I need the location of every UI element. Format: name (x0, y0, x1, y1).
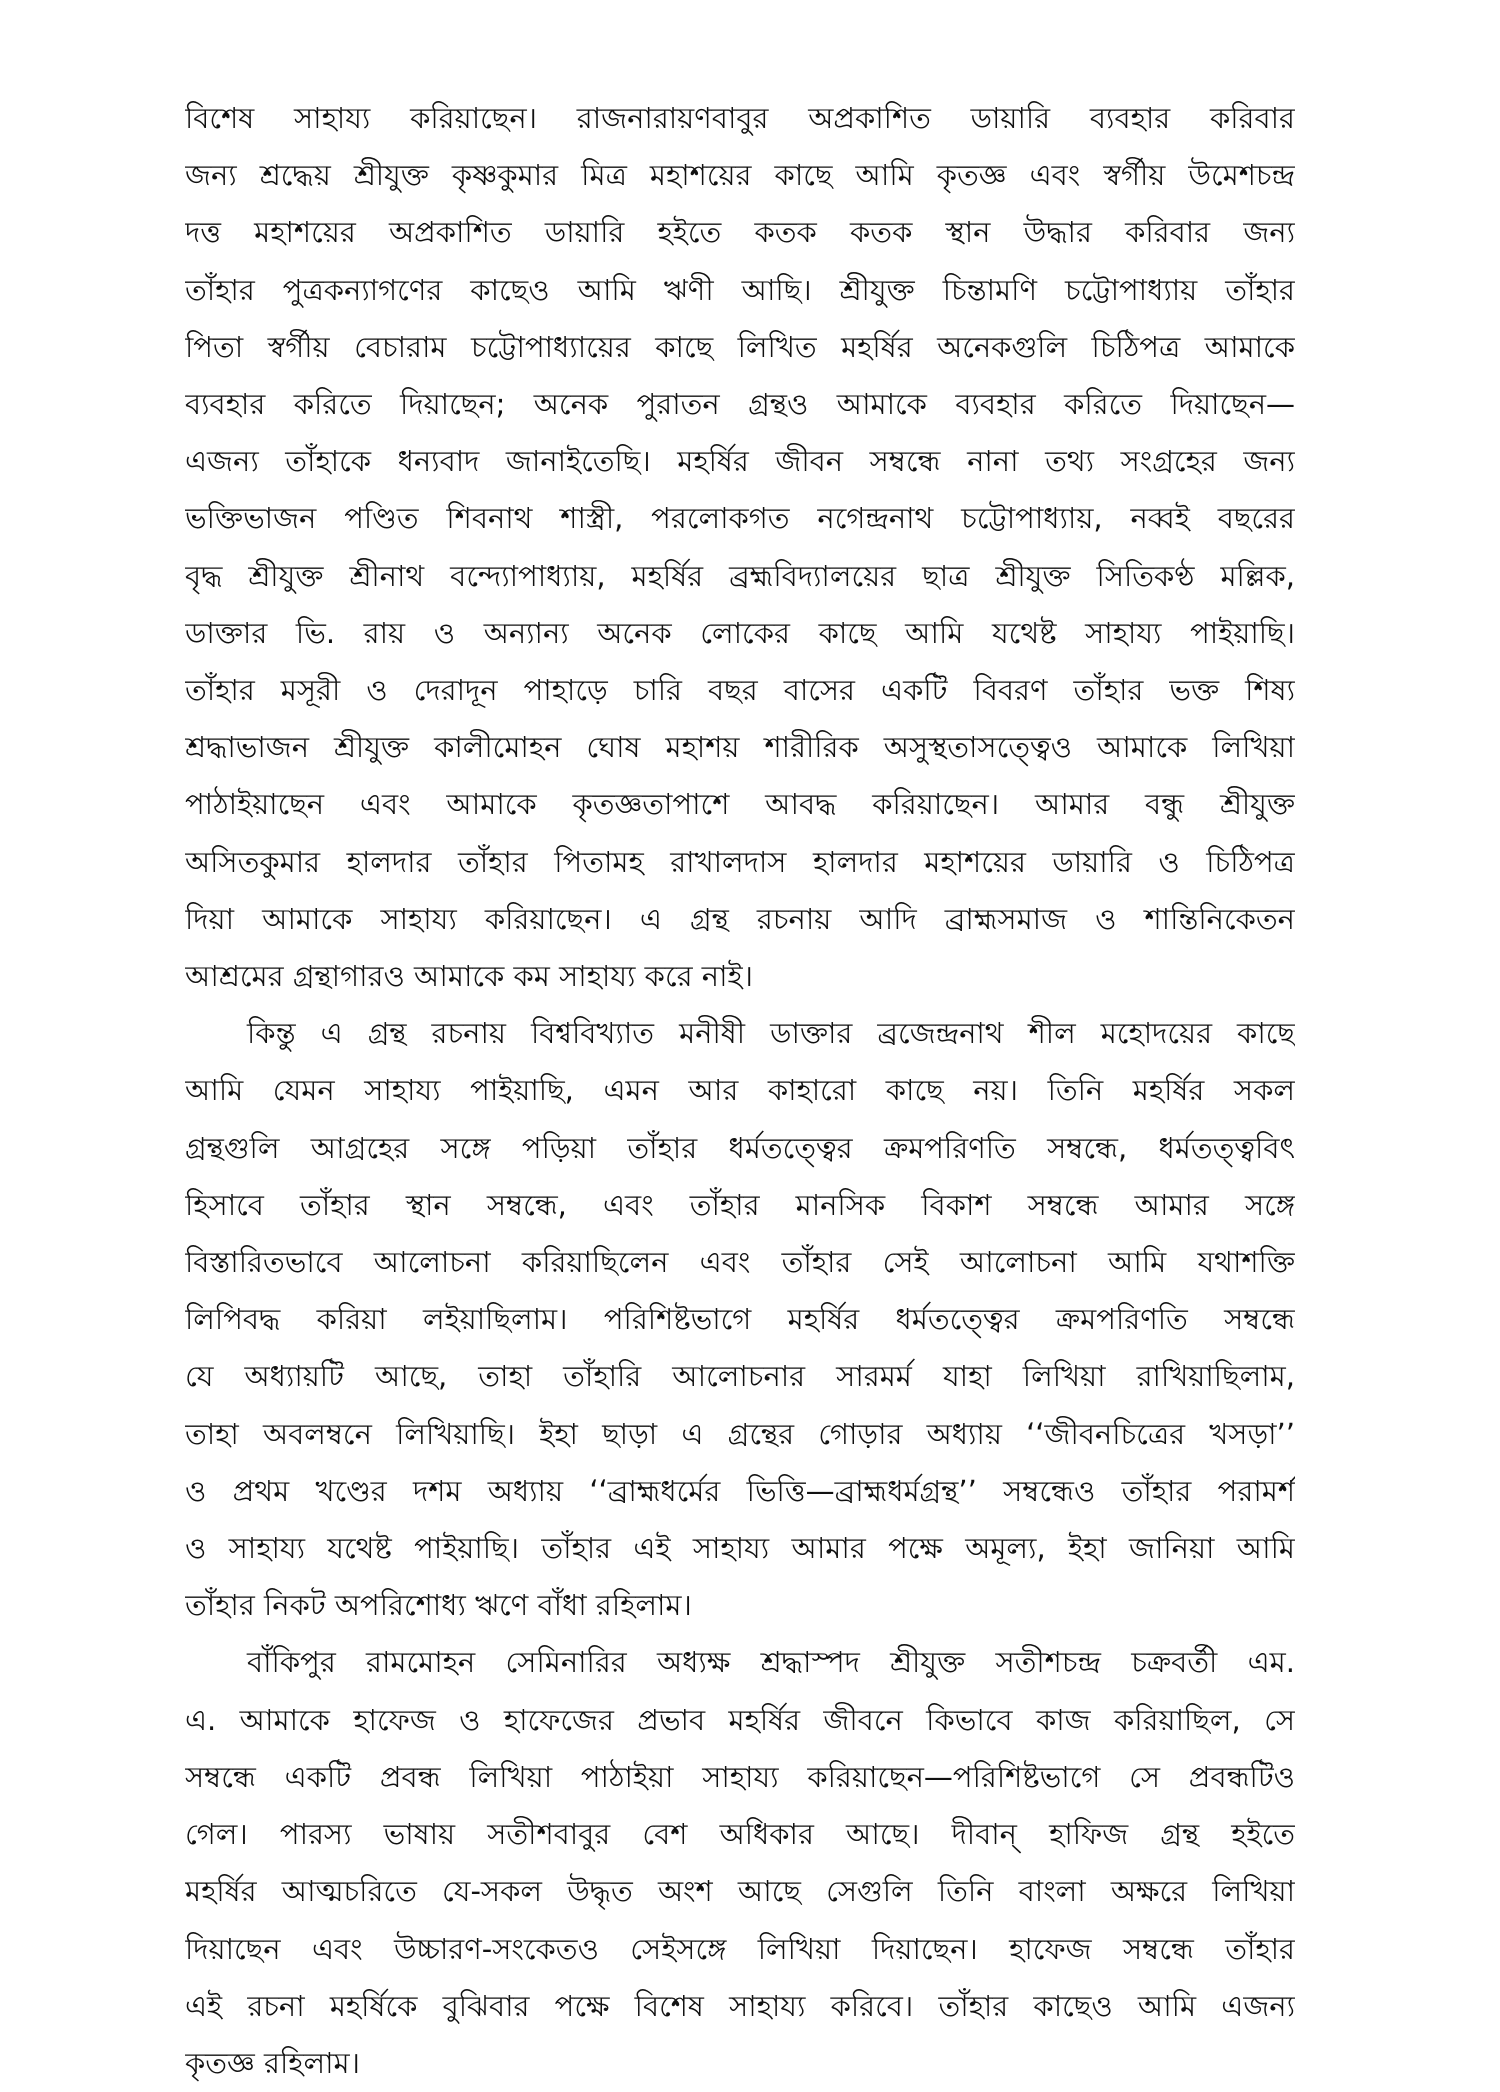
text-line: তাঁহার মসূরী ও দেরাদূন পাহাড়ে চারি বছর বাসের একটি বিবরণ তাঁহার ভক্ত শিষ্য (185, 673, 1295, 708)
paragraph (185, 1005, 1295, 1634)
text-line: তাহা অবলম্বনে লিখিয়াছি। ইহা ছাড়া এ গ্রন্থের গোড়ার অধ্যায় ‘‘জীবনচিত্রের খসড়া’’ (185, 1416, 1295, 1451)
text-line: দত্ত মহাশয়ের অপ্রকাশিত ডায়ারি হইতে কতক কতক স্থান উদ্ধার করিবার জন্য (185, 215, 1295, 250)
text-line: জন্য শ্রদ্ধেয় শ্রীযুক্ত কৃষ্ণকুমার মিত্র মহাশয়ের কাছে আমি কৃতজ্ঞ এবং স্বর্গীয় উমেশচন্দ্র (185, 158, 1295, 193)
text-line: ব্যবহার করিতে দিয়াছেন; অনেক পুরাতন গ্রন্থও আমাকে ব্যবহার করিতে দিয়াছেন— (185, 387, 1295, 422)
text-line: ও প্রথম খণ্ডের দশম অধ্যায় ‘‘ব্রাহ্মধর্মের ভিত্তি—ব্রাহ্মধর্মগ্রন্থ’’ সম্বন্ধেও তাঁহার পরামর্শ (185, 1473, 1295, 1508)
text-line: বিস্তারিতভাবে আলোচনা করিয়াছিলেন এবং তাঁহার সেই আলোচনা আমি যথাশক্তি (185, 1245, 1295, 1280)
text-line: ও সাহায্য যথেষ্ট পাইয়াছি। তাঁহার এই সাহায্য আমার পক্ষে অমূল্য, ইহা জানিয়া আমি (185, 1531, 1295, 1566)
text-line: মহর্ষির আত্মচরিতে যে-সকল উদ্ধৃত অংশ আছে সেগুলি তিনি বাংলা অক্ষরে লিখিয়া (185, 1874, 1295, 1909)
text-line: আমি যেমন সাহায্য পাইয়াছি, এমন আর কাহারো কাছে নয়। তিনি মহর্ষির সকল (185, 1073, 1295, 1108)
text-line: কৃতজ্ঞ রহিলাম। (185, 2045, 360, 2080)
paragraph (185, 90, 1295, 1005)
text-line: ভক্তিভাজন পণ্ডিত শিবনাথ শাস্ত্রী, পরলোকগত নগেন্দ্রনাথ চট্টোপাধ্যায়, নব্বই বছরের (185, 501, 1295, 536)
text-line: তাঁহার পুত্রকন্যাগণের কাছেও আমি ঋণী আছি। শ্রীযুক্ত চিন্তামণি চট্টোপাধ্যায় তাঁহার (185, 272, 1295, 307)
text-line: হিসাবে তাঁহার স্থান সম্বন্ধে, এবং তাঁহার মানসিক বিকাশ সম্বন্ধে আমার সঙ্গে (185, 1187, 1295, 1222)
text-line: এই রচনা মহর্ষিকে বুঝিবার পক্ষে বিশেষ সাহায্য করিবে। তাঁহার কাছেও আমি এজন্য (185, 1988, 1295, 2023)
text-line: গ্রন্থগুলি আগ্রহের সঙ্গে পড়িয়া তাঁহার ধর্মতত্ত্বের ক্রমপরিণতি সম্বন্ধে, ধর্মতত্ত্ববিৎ (185, 1130, 1295, 1165)
text-line: ডাক্তার ভি. রায় ও অন্যান্য অনেক লোকের কাছে আমি যথেষ্ট সাহায্য পাইয়াছি। (185, 615, 1295, 650)
text-line: তাঁহার নিকট অপরিশোধ্য ঋণে বাঁধা রহিলাম। (185, 1588, 692, 1623)
text-line: এ. আমাকে হাফেজ ও হাফেজের প্রভাব মহর্ষির জীবনে কিভাবে কাজ করিয়াছিল, সে (185, 1702, 1295, 1737)
text-line: দিয়াছেন এবং উচ্চারণ-সংকেতও সেইসঙ্গে লিখিয়া দিয়াছেন। হাফেজ সম্বন্ধে তাঁহার (185, 1931, 1295, 1966)
text-line: অসিতকুমার হালদার তাঁহার পিতামহ রাখালদাস হালদার মহাশয়ের ডায়ারি ও চিঠিপত্র (185, 844, 1295, 879)
text-line: কিন্তু এ গ্রন্থ রচনায় বিশ্ববিখ্যাত মনীষী ডাক্তার ব্রজেন্দ্রনাথ শীল মহোদয়ের কাছে (247, 1016, 1295, 1051)
text-line: যে অধ্যায়টি আছে, তাহা তাঁহারি আলোচনার সারমর্ম যাহা লিখিয়া রাখিয়াছিলাম, (185, 1359, 1295, 1394)
text-line: বাঁকিপুর রামমোহন সেমিনারির অধ্যক্ষ শ্রদ্ধাস্পদ শ্রীযুক্ত সতীশচন্দ্র চক্রবর্তী এম. (247, 1645, 1295, 1680)
text-line: পিতা স্বর্গীয় বেচারাম চট্টোপাধ্যায়ের কাছে লিখিত মহর্ষির অনেকগুলি চিঠিপত্র আমাকে (185, 329, 1295, 364)
text-line: গেল। পারস্য ভাষায় সতীশবাবুর বেশ অধিকার আছে। দীবান্ হাফিজ গ্রন্থ হইতে (185, 1817, 1295, 1852)
paragraph (185, 1634, 1295, 2092)
text-line: লিপিবদ্ধ করিয়া লইয়াছিলাম। পরিশিষ্টভাগে মহর্ষির ধর্মতত্ত্বের ক্রমপরিণতি সম্বন্ধে (185, 1302, 1295, 1337)
text-line: এজন্য তাঁহাকে ধন্যবাদ জানাইতেছি। মহর্ষির জীবন সম্বন্ধে নানা তথ্য সংগ্রহের জন্য (185, 444, 1295, 479)
text-line: পাঠাইয়াছেন এবং আমাকে কৃতজ্ঞতাপাশে আবদ্ধ করিয়াছেন। আমার বন্ধু শ্রীযুক্ত (185, 787, 1295, 822)
text-line: দিয়া আমাকে সাহায্য করিয়াছেন। এ গ্রন্থ রচনায় আদি ব্রাহ্মসমাজ ও শান্তিনিকেতন (185, 901, 1295, 936)
text-line: বৃদ্ধ শ্রীযুক্ত শ্রীনাথ বন্দ্যোপাধ্যায়, মহর্ষির ব্রহ্মবিদ্যালয়ের ছাত্র শ্রীযুক্ত সিতিকণ্ঠ মল্লিক, (185, 558, 1295, 593)
text-line: শ্রদ্ধাভাজন শ্রীযুক্ত কালীমোহন ঘোষ মহাশয় শারীরিক অসুস্থতাসত্ত্বেও আমাকে লিখিয়া (185, 730, 1295, 765)
text-line: সম্বন্ধে একটি প্রবন্ধ লিখিয়া পাঠাইয়া সাহায্য করিয়াছেন—পরিশিষ্টভাগে সে প্রবন্ধটিও (185, 1759, 1295, 1794)
text-line: আশ্রমের গ্রন্থাগারও আমাকে কম সাহায্য করে নাই। (185, 959, 753, 994)
document-page (185, 90, 1295, 2080)
text-line: বিশেষ সাহায্য করিয়াছেন। রাজনারায়ণবাবুর অপ্রকাশিত ডায়ারি ব্যবহার করিবার (185, 101, 1295, 135)
